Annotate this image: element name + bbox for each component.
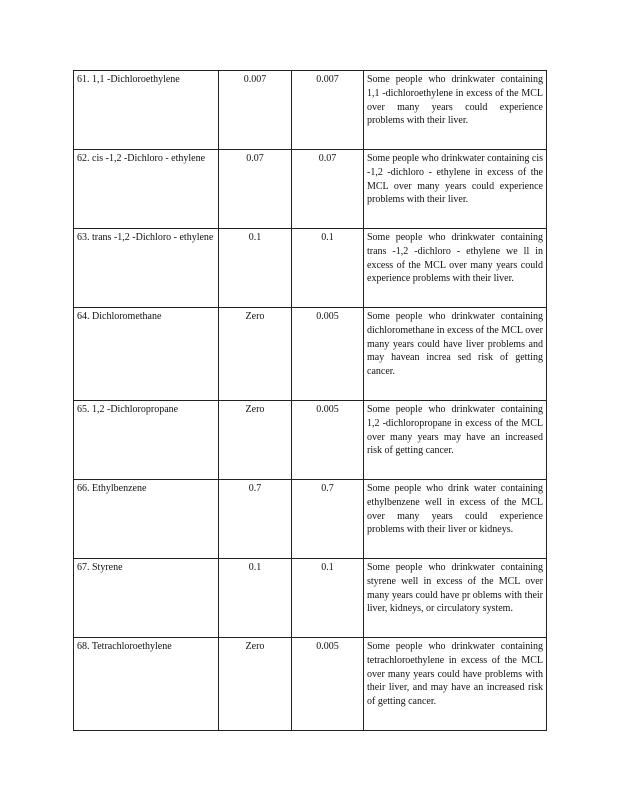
mcl-value: 0.005 (292, 308, 364, 401)
health-effects: Some people who drinkwater containing styrene well in excess of the MCL over many years could have pr oblems with their liver, kidneys, or circulatory system. (364, 559, 547, 638)
health-effects: Some people who drinkwater containing 1,1 -dichloroethylene in excess of the MCL over many years could experience problems with their liver. (364, 71, 547, 150)
table-row (74, 559, 547, 638)
mcl-value: 0.07 (292, 150, 364, 229)
mcl-value: 0.007 (292, 71, 364, 150)
contaminant-name: 65. 1,2 -Dichloropropane (74, 401, 219, 480)
health-effects: Some people who drinkwater containing cis -1,2 -dichloro - ethylene in excess of the MCL over many years could experience problems with their liver. (364, 150, 547, 229)
table-row (74, 150, 547, 229)
mcl-value: 0.7 (292, 480, 364, 559)
mclg-value: 0.1 (219, 229, 292, 308)
contaminant-name: 68. Tetrachloroethylene (74, 638, 219, 731)
table-row (74, 480, 547, 559)
mcl-value: 0.1 (292, 229, 364, 308)
mcl-value: 0.005 (292, 401, 364, 480)
mclg-value: 0.1 (219, 559, 292, 638)
health-effects: Some people who drinkwater containing dichloromethane in excess of the MCL over many years could have liver problems and may havean increa sed risk of getting cancer. (364, 308, 547, 401)
table-row (74, 401, 547, 480)
contaminant-name: 62. cis -1,2 -Dichloro - ethylene (74, 150, 219, 229)
table-row (74, 71, 547, 150)
health-effects: Some people who drinkwater containing tetrachloroethylene in excess of the MCL over many years could have problems with their liver, and may have an increased risk of getting cancer. (364, 638, 547, 731)
mclg-value: Zero (219, 308, 292, 401)
mclg-value: 0.07 (219, 150, 292, 229)
mclg-value: 0.007 (219, 71, 292, 150)
contaminant-table (73, 70, 547, 731)
contaminant-name: 64. Dichloromethane (74, 308, 219, 401)
table-row (74, 229, 547, 308)
table-row (74, 308, 547, 401)
mclg-value: Zero (219, 401, 292, 480)
contaminant-name: 61. 1,1 -Dichloroethylene (74, 71, 219, 150)
mcl-value: 0.1 (292, 559, 364, 638)
mclg-value: Zero (219, 638, 292, 731)
health-effects: Some people who drinkwater containing trans -1,2 -dichloro - ethylene we ll in excess of the MCL over many years could experience problems with their liver. (364, 229, 547, 308)
table-row (74, 638, 547, 731)
mcl-value: 0.005 (292, 638, 364, 731)
contaminant-name: 66. Ethylbenzene (74, 480, 219, 559)
health-effects: Some people who drinkwater containing 1,2 -dichloropropane in excess of the MCL over many years may have an increased risk of getting cancer. (364, 401, 547, 480)
mclg-value: 0.7 (219, 480, 292, 559)
contaminant-name: 67. Styrene (74, 559, 219, 638)
health-effects: Some people who drink water containing ethylbenzene well in excess of the MCL over many years could experience problems with their liver or kidneys. (364, 480, 547, 559)
contaminant-name: 63. trans -1,2 -Dichloro - ethylene (74, 229, 219, 308)
